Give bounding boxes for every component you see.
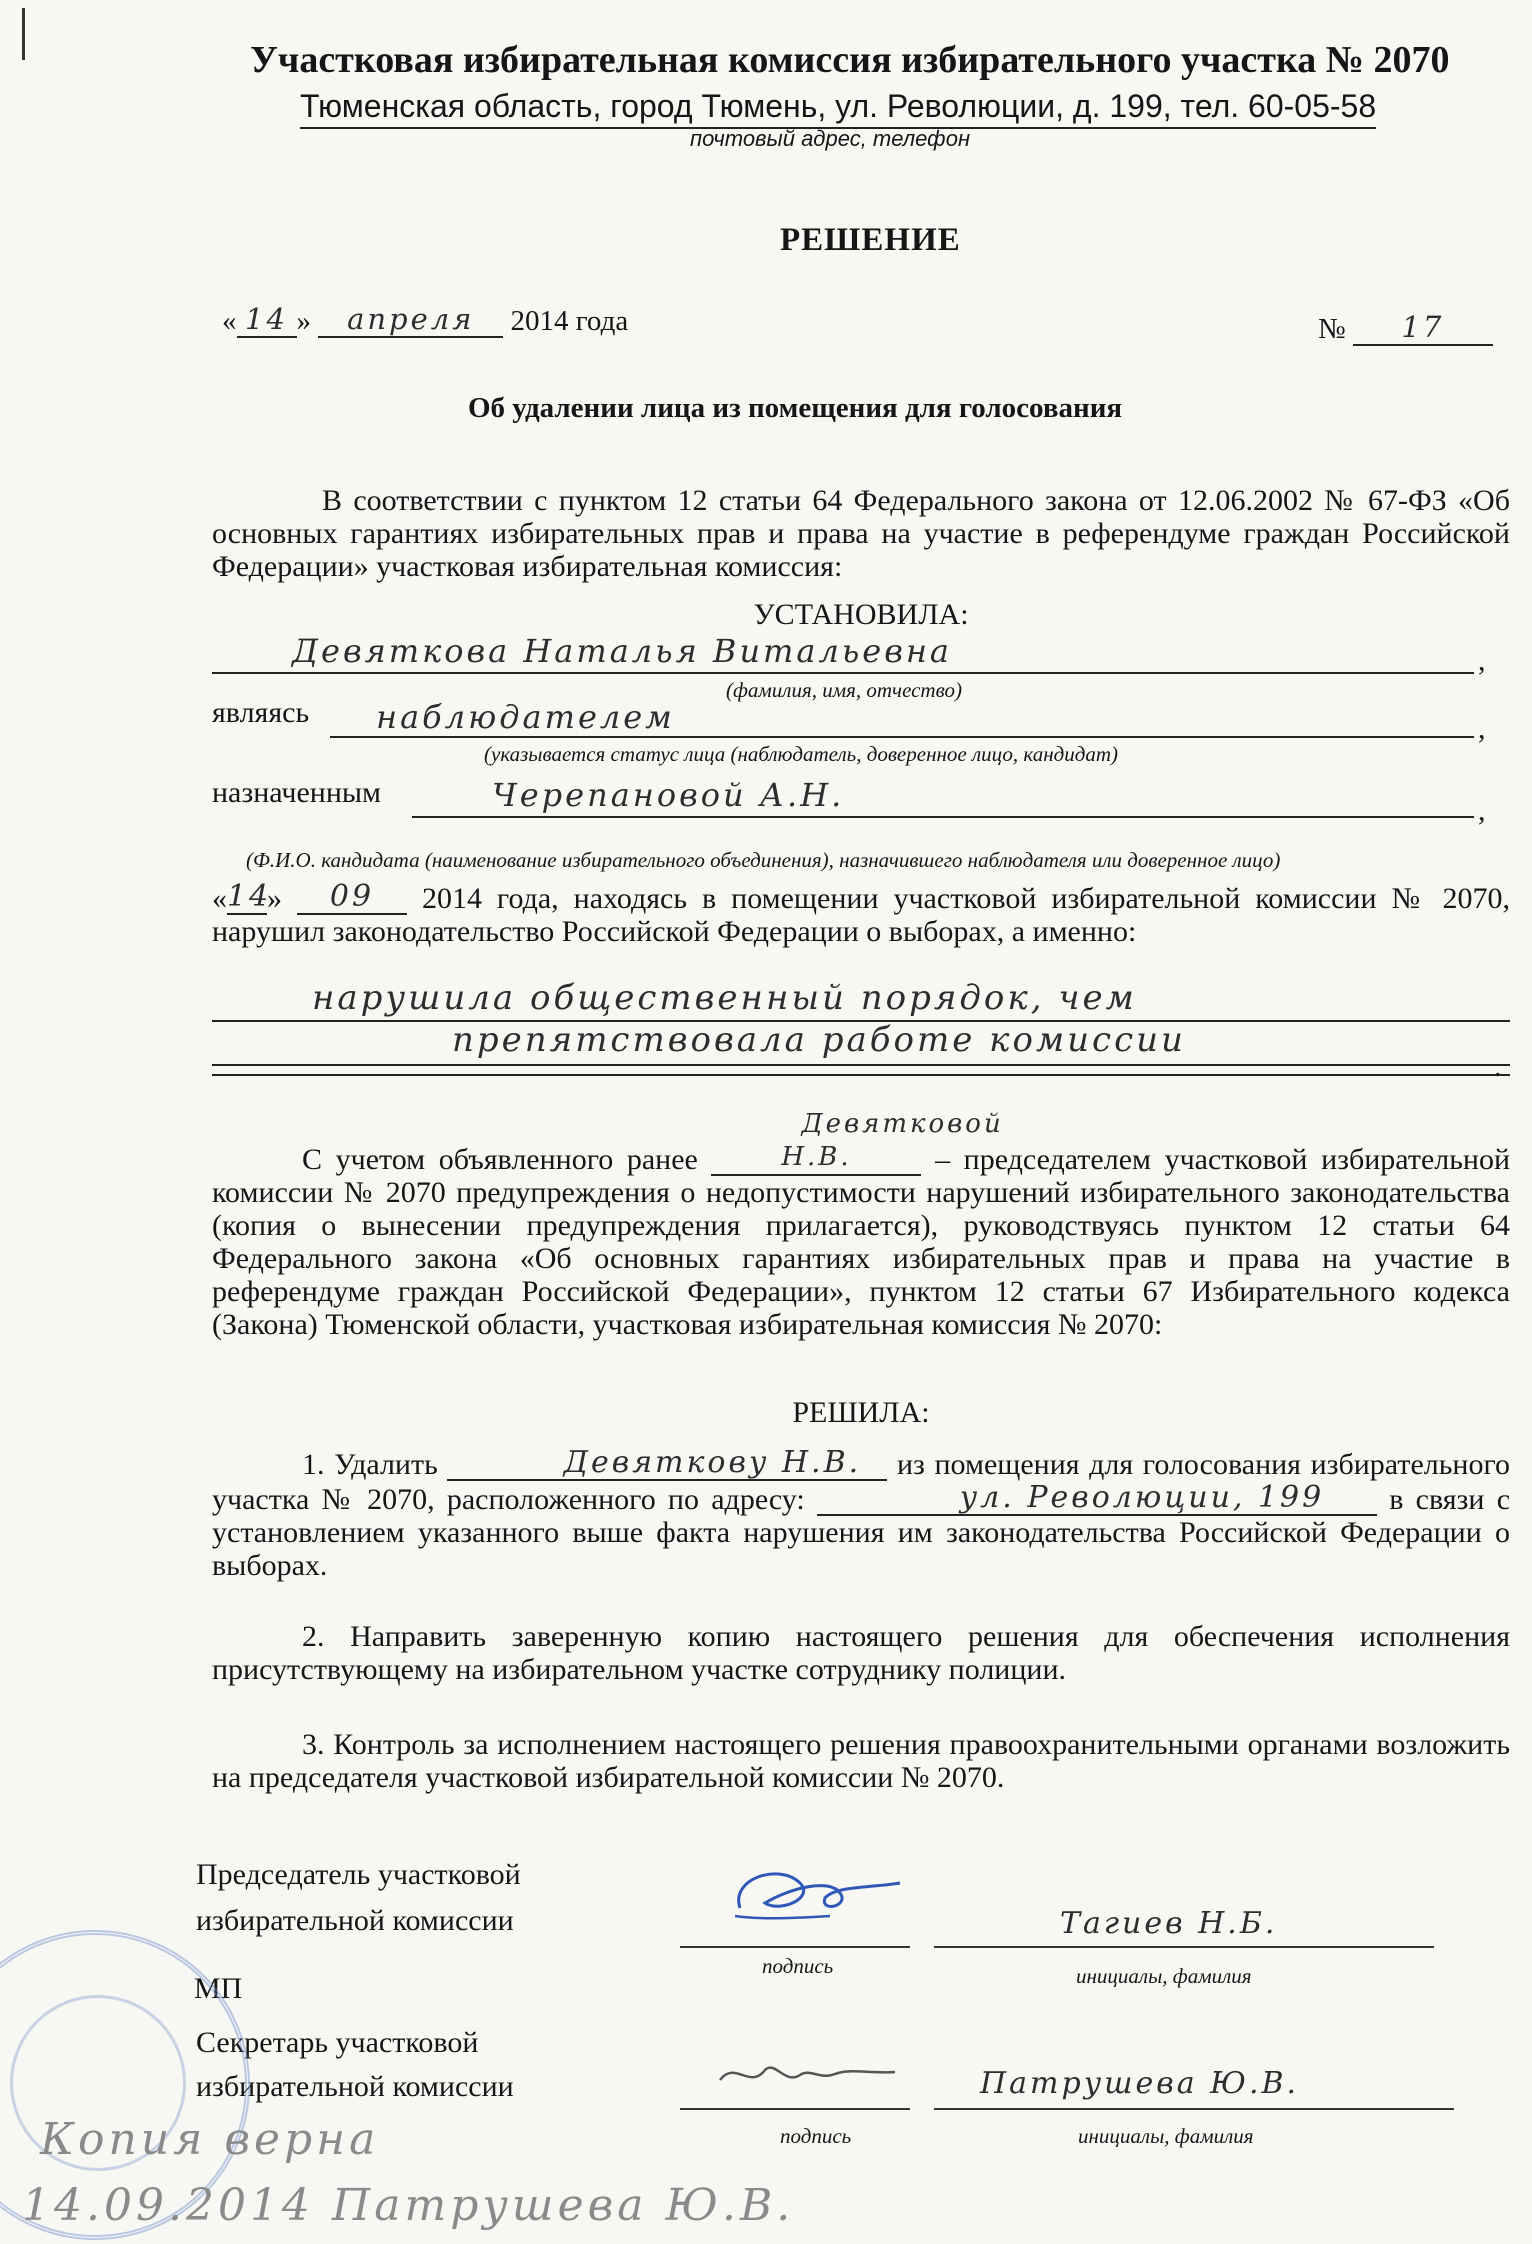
number-label: №	[1318, 313, 1346, 345]
consideration-pre: С учетом объявленного ранее	[302, 1143, 698, 1176]
margin-mark	[22, 8, 25, 60]
document-title: РЕШЕНИЕ	[780, 222, 961, 258]
secretary-signature-caption: подпись	[780, 2124, 852, 2148]
certification-note-1: Копия верна	[40, 2114, 380, 2165]
person-name: Девяткова Наталья Витальевна	[292, 632, 952, 670]
intro-paragraph	[212, 484, 1510, 583]
status-label: являясь	[212, 696, 310, 729]
person-status-line	[330, 700, 1474, 738]
violation-paragraph	[212, 880, 1510, 948]
date-close-quote: »	[296, 305, 311, 337]
appointed-by: Черепановой А.Н.	[492, 776, 845, 814]
secretary-title-1: Секретарь участковой	[196, 2026, 479, 2059]
seal-placeholder-label: МП	[194, 1972, 243, 2005]
appointed-line-comma: ,	[1478, 794, 1486, 827]
secretary-initials-caption: инициалы, фамилия	[1078, 2124, 1254, 2148]
date-day: 14	[237, 302, 297, 338]
item1-address: ул. Революции, 199	[817, 1481, 1377, 1516]
chair-title-1: Председатель участковой	[196, 1858, 521, 1891]
decision-number-line	[1318, 310, 1493, 346]
person-status: наблюдателем	[376, 698, 675, 736]
violation-text: 2014 года, находясь в помещении участковой избирательной комиссии № 2070, нарушил законодательство Российской Федерации о выборах, а именно:	[212, 882, 1511, 948]
person-name-caption: (фамилия, имя, отчество)	[726, 678, 962, 702]
secretary-title-2: избирательной комиссии	[196, 2070, 514, 2103]
document-subject: Об удалении лица из помещения для голосования	[468, 392, 1123, 424]
violation-line-3	[212, 1074, 1510, 1076]
appointed-by-caption: (Ф.И.О. кандидата (наименование избирательного объединения), назначившего наблюдателя или доверенное лицо)	[246, 848, 1281, 872]
chair-signature-caption: подпись	[762, 1954, 834, 1978]
violation-description-1: нарушила общественный порядок, чем	[312, 978, 1137, 1018]
date-open-quote: «	[222, 305, 237, 337]
item1-name: Девяткову Н.В.	[447, 1446, 887, 1481]
violation-close-quote: »	[267, 882, 282, 915]
consideration-paragraph	[212, 1108, 1510, 1341]
item2-text: 2. Направить заверенную копию настоящего решения для обеспечения исполнения присутствующему на избирательном участке сотруднику полиции.	[212, 1620, 1510, 1686]
secretary-initials-line	[934, 2108, 1454, 2110]
violation-line-2	[212, 1020, 1510, 1066]
decision-number: 17	[1353, 310, 1493, 346]
chair-initials-line	[934, 1946, 1434, 1948]
item1-mid: из помещения для голосования избирательного участка № 2070, расположенного по адресу:	[212, 1448, 1511, 1516]
decision-item-1	[212, 1446, 1510, 1582]
violation-open-quote: «	[212, 882, 227, 915]
chair-signature-image	[720, 1858, 910, 1938]
item1-pre: 1. Удалить	[302, 1448, 438, 1481]
appointed-by-line	[412, 776, 1474, 818]
secretary-initials: Патрушева Ю.В.	[980, 2066, 1300, 2101]
status-line-comma: ,	[1478, 712, 1486, 745]
consideration-name: Девятковой Н.В.	[711, 1108, 921, 1176]
violation-month: 09	[297, 880, 407, 915]
violation-day: 14	[227, 879, 272, 914]
certification-note-2: 14.09.2014 Патрушева Ю.В.	[22, 2180, 795, 2231]
established-heading: УСТАНОВИЛА:	[753, 598, 969, 631]
chair-initials: Тагиев Н.Б.	[1060, 1906, 1278, 1941]
appointed-label: назначенным	[212, 776, 382, 809]
decided-heading: РЕШИЛА:	[792, 1396, 930, 1429]
decision-item-3	[212, 1728, 1510, 1794]
consideration-post: – председателем участковой избирательной комиссии № 2070 предупреждения о недопустимости нарушений избирательного законодательства (копия о вынесении предупреждения прилагается), руководствуясь пунктом 12 статьи 64 Федерального закона «Об основных гарантиях избирательных прав и права на участие в референдуме граждан Российской Федерации», пунктом 12 статьи 67 Избирательного кодекса (Закона) Тюменской области, участковая избирательная комиссия № 2070:	[212, 1143, 1511, 1341]
chair-initials-caption: инициалы, фамилия	[1076, 1964, 1252, 1988]
decision-item-2	[212, 1620, 1510, 1686]
date-month: апреля	[318, 302, 503, 338]
secretary-signature-line	[680, 2108, 910, 2110]
secretary-signature-image	[710, 2050, 900, 2106]
item3-text: 3. Контроль за исполнением настоящего решения правоохранительными органами возложить на председателя участковой избирательной комиссии № 2070.	[212, 1728, 1510, 1794]
commission-address: Тюменская область, город Тюмень, ул. Революции, д. 199, тел. 60-05-58	[300, 88, 1376, 129]
violation-description-2: препятствовала работе комиссии	[452, 1020, 1186, 1060]
date-year: 2014 года	[510, 305, 629, 337]
item1-post: в связи с установлением указанного выше факта нарушения им законодательства Российской Федерации о выборах.	[212, 1483, 1511, 1582]
chair-title-2: избирательной комиссии	[196, 1904, 514, 1937]
commission-title: Участковая избирательная комиссия избирательного участка № 2070	[250, 39, 1450, 81]
intro-text: В соответствии с пунктом 12 статьи 64 Федерального закона от 12.06.2002 № 67-ФЗ «Об основных гарантиях избирательных прав и права на участие в референдуме граждан Российской Федерации» участковая избирательная комиссия:	[212, 484, 1510, 583]
address-caption: почтовый адрес, телефон	[690, 126, 971, 151]
date-line	[222, 302, 628, 338]
name-line-comma: ,	[1478, 644, 1486, 677]
violation-line-period: .	[1494, 1050, 1502, 1083]
person-status-caption: (указывается статус лица (наблюдатель, доверенное лицо, кандидат)	[484, 742, 1119, 766]
violation-line-1	[212, 978, 1510, 1022]
person-name-line	[212, 632, 1474, 674]
chair-signature-line	[680, 1946, 910, 1948]
